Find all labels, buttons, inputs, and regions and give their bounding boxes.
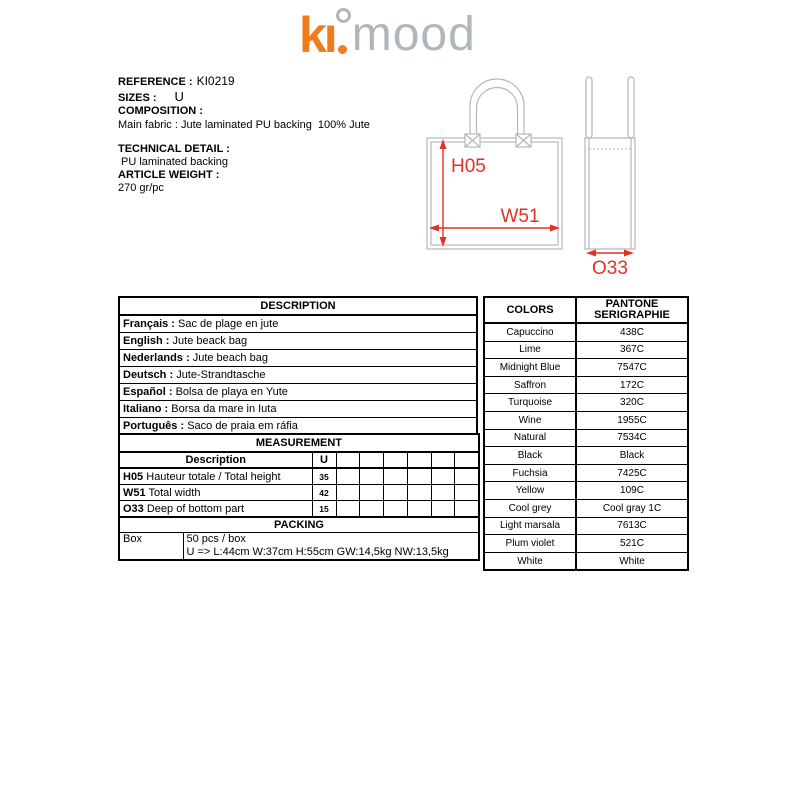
packing-dimensions: U => L:44cm W:37cm H:55cm GW:14,5kg NW:13,5kg — [186, 546, 449, 558]
description-text: Jute beach bag — [192, 352, 268, 364]
handle-inner-line — [477, 88, 518, 138]
color-row — [484, 394, 688, 412]
bag-side-view — [585, 77, 635, 279]
color-row — [484, 464, 688, 482]
color-name: Yellow — [484, 482, 576, 500]
kimood-logo — [299, 4, 476, 64]
logo-dot-icon — [338, 45, 347, 54]
pantone-column-header: PANTONE SERIGRAPHIE — [576, 297, 688, 323]
description-row — [119, 384, 477, 401]
composition-label: COMPOSITION : — [118, 105, 203, 117]
pantone-value: 7534C — [576, 429, 688, 447]
sizes-value: U — [174, 89, 184, 104]
logo-ring-icon — [336, 8, 351, 23]
colors-column-header: COLORS — [484, 297, 576, 323]
color-name: Wine — [484, 411, 576, 429]
measure-text: Hauteur totale / Total height — [146, 470, 281, 483]
color-row — [484, 482, 688, 500]
color-name: Black — [484, 447, 576, 465]
composition-value: Main fabric : Jute laminated PU backing 100% Jute — [118, 119, 370, 131]
description-text: Borsa da mare in Iuta — [171, 403, 277, 415]
description-text: Jute-Strandtasche — [176, 369, 266, 381]
description-row — [119, 350, 477, 367]
sizes-line — [118, 89, 184, 104]
measurement-table — [118, 433, 480, 518]
color-row — [484, 499, 688, 517]
color-name: Saffron — [484, 376, 576, 394]
color-name: Midnight Blue — [484, 359, 576, 377]
dim-o33-label: O33 — [592, 258, 628, 279]
color-name: Capuccino — [484, 323, 576, 341]
language-label: Italiano : — [123, 403, 169, 415]
color-row — [484, 429, 688, 447]
packing-qty: 50 pcs / box — [186, 533, 246, 545]
colors-header-row — [484, 297, 688, 323]
bag-technical-drawing — [420, 70, 700, 290]
description-text: Sac de plage en jute — [178, 318, 279, 330]
side-handle-left — [586, 77, 592, 138]
description-text: Saco de praia em ráfia — [187, 420, 298, 432]
measure-code: O33 — [123, 502, 144, 515]
colors-table — [483, 296, 689, 571]
handle-attachment-right — [516, 134, 531, 147]
o33-arrow-left-icon — [586, 250, 596, 257]
o33-arrow-right-icon — [624, 250, 634, 257]
description-table — [118, 296, 478, 436]
technical-detail-label: TECHNICAL DETAIL : — [118, 143, 230, 155]
handle-attachment-left — [465, 134, 480, 147]
color-name: Cool grey — [484, 499, 576, 517]
description-row — [119, 315, 477, 333]
measure-value: 15 — [312, 501, 336, 518]
color-row — [484, 323, 688, 341]
color-name: Natural — [484, 429, 576, 447]
measure-value: 35 — [312, 468, 336, 485]
pantone-value: 367C — [576, 341, 688, 359]
description-text: Jute beack bag — [172, 335, 248, 347]
col-size-header: U — [312, 452, 336, 468]
color-name: Turquoise — [484, 394, 576, 412]
packing-table — [118, 516, 480, 561]
color-name: Plum violet — [484, 535, 576, 553]
measure-text: Deep of bottom part — [146, 502, 245, 515]
description-table-title: DESCRIPTION — [119, 297, 477, 315]
pantone-value: 109C — [576, 482, 688, 500]
measure-text: Total width — [148, 486, 201, 499]
language-label: Português : — [123, 420, 185, 432]
description-row — [119, 333, 477, 350]
logo-ki-text: kı — [299, 6, 335, 64]
description-text: Bolsa de playa en Yute — [175, 386, 288, 398]
pantone-value: Cool gray 1C — [576, 499, 688, 517]
color-row — [484, 341, 688, 359]
measure-code: W51 — [123, 486, 146, 499]
technical-detail-value: PU laminated backing — [121, 156, 229, 168]
packing-row — [119, 533, 479, 561]
language-label: English : — [123, 335, 170, 347]
bag-side-outline — [585, 138, 635, 249]
pantone-value: 521C — [576, 535, 688, 553]
pantone-value: 7613C — [576, 517, 688, 535]
dim-h05-label: H05 — [451, 156, 486, 177]
language-label: Español : — [123, 386, 173, 398]
pantone-value: 172C — [576, 376, 688, 394]
color-name: Fuchsia — [484, 464, 576, 482]
pantone-value: 320C — [576, 394, 688, 412]
color-name: White — [484, 552, 576, 570]
packing-box-label: Box — [119, 533, 183, 561]
side-handle-right — [628, 77, 634, 138]
color-name: Lime — [484, 341, 576, 359]
description-row — [119, 401, 477, 418]
measurement-table-title: MEASUREMENT — [119, 434, 479, 452]
color-name: Light marsala — [484, 517, 576, 535]
bag-front-outline — [427, 138, 562, 249]
reference-value: KI0219 — [196, 74, 235, 88]
language-label: Français : — [123, 318, 175, 330]
sizes-label: SIZES : — [118, 92, 157, 104]
measure-value: 42 — [312, 485, 336, 501]
dim-w51-label: W51 — [500, 206, 540, 227]
article-weight-label: ARTICLE WEIGHT : — [118, 169, 220, 181]
reference-label: REFERENCE : — [118, 76, 193, 88]
description-row — [119, 367, 477, 384]
article-weight-value: 270 gr/pc — [118, 182, 164, 194]
pantone-value: 438C — [576, 323, 688, 341]
measurement-header-row — [119, 452, 479, 468]
measurement-row — [119, 501, 479, 518]
bag-front-view — [427, 79, 562, 249]
pantone-value: White — [576, 552, 688, 570]
measurement-row — [119, 468, 479, 485]
color-row — [484, 517, 688, 535]
measure-code: H05 — [123, 470, 144, 483]
col-description-header: Description — [119, 452, 312, 468]
pantone-value: 7547C — [576, 359, 688, 377]
pantone-value: 7425C — [576, 464, 688, 482]
color-row — [484, 376, 688, 394]
color-row — [484, 359, 688, 377]
reference-line — [118, 74, 235, 88]
measurement-row — [119, 485, 479, 501]
color-row — [484, 411, 688, 429]
pantone-value: 1955C — [576, 411, 688, 429]
logo-mood-text: mood — [351, 8, 476, 61]
color-row — [484, 447, 688, 465]
color-row — [484, 552, 688, 570]
language-label: Nederlands : — [123, 352, 190, 364]
packing-table-title: PACKING — [119, 517, 479, 533]
language-label: Deutsch : — [123, 369, 174, 381]
color-row — [484, 535, 688, 553]
pantone-value: Black — [576, 447, 688, 465]
